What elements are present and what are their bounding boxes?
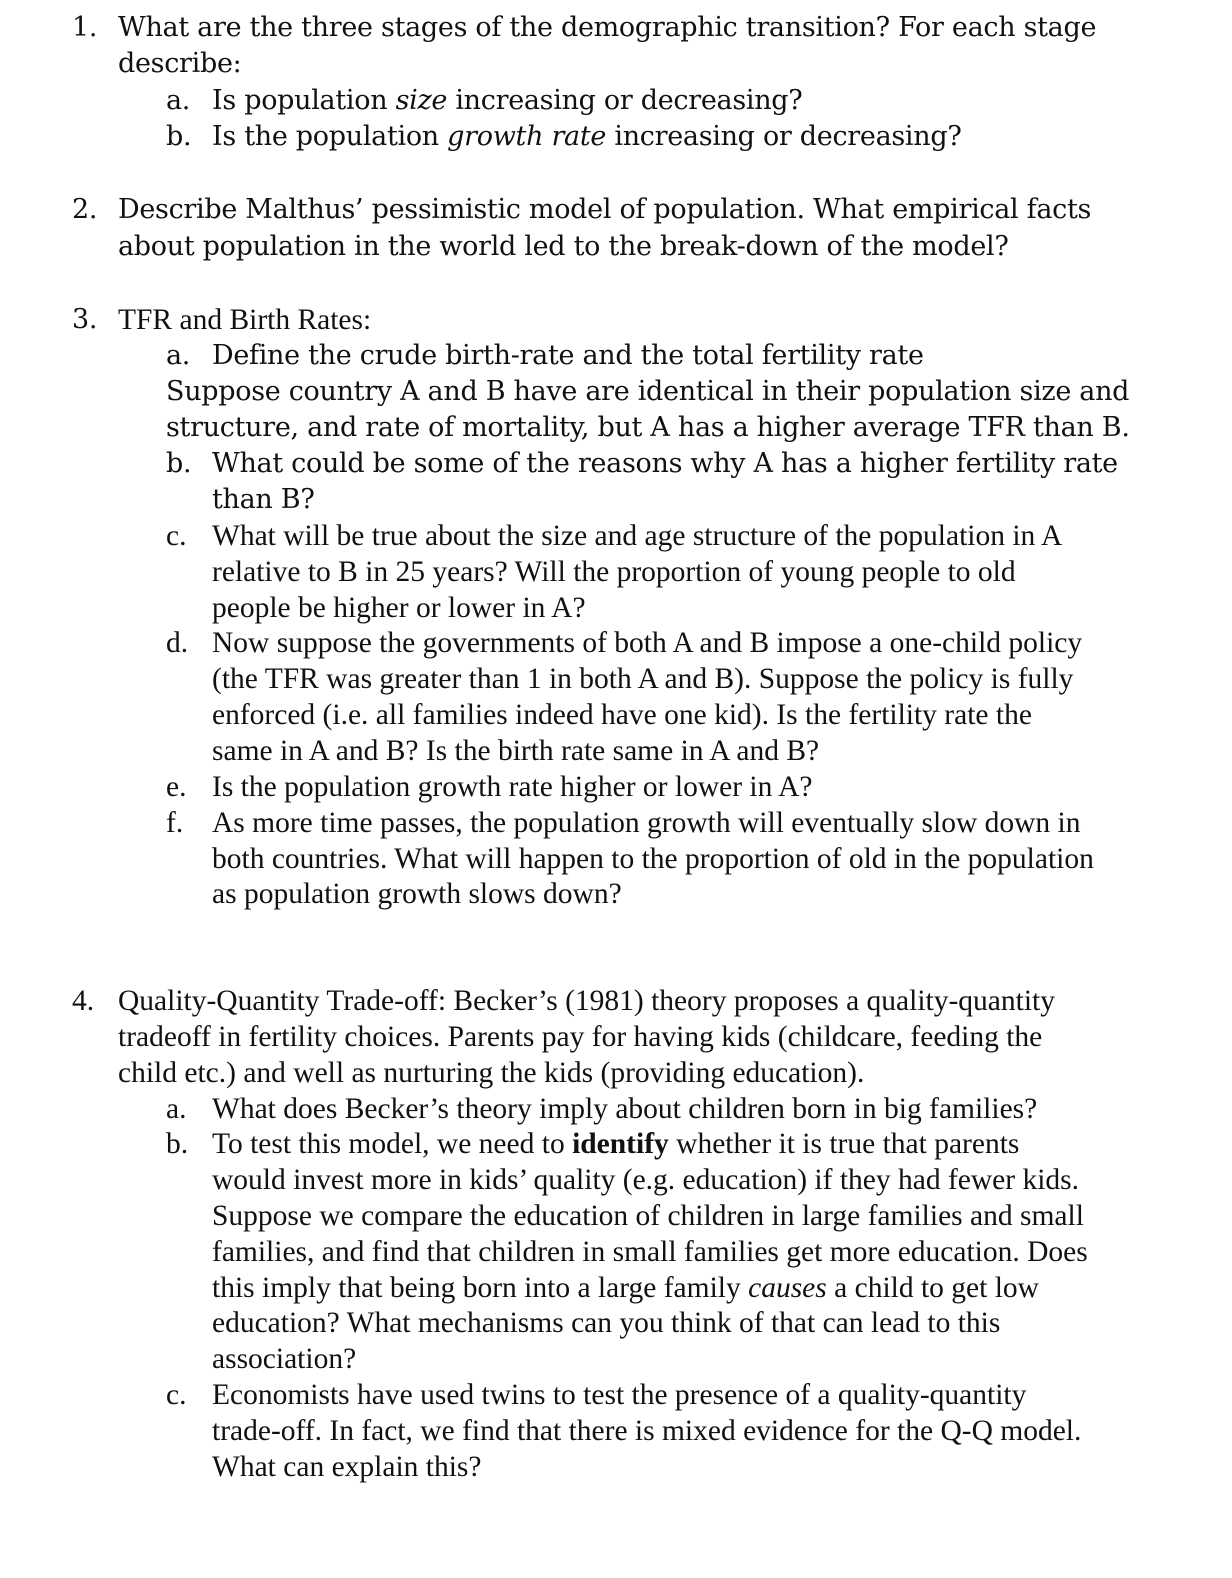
- q4c-text-line-2: trade-off. In fact, we find that there is mixed evidence for the Q-Q model.: [212, 1415, 1082, 1447]
- q1-number: 1.: [72, 12, 98, 43]
- q4c-text-line-1: Economists have used twins to test the presence of a quality-quantity: [212, 1379, 1027, 1411]
- q4b-marker: b.: [166, 1128, 189, 1160]
- q4b-text-line-2: would invest more in kids’ quality (e.g. education) if they had fewer kids.: [212, 1164, 1080, 1196]
- q1a-marker: a.: [166, 85, 191, 116]
- q3c-text-line-1: What will be true about the size and age structure of the population in A: [212, 520, 1063, 552]
- q3b-text-line-1: What could be some of the reasons why A has a higher fertility rate: [212, 448, 1118, 479]
- q3f-text-line-2: both countries. What will happen to the proportion of old in the population: [212, 843, 1094, 875]
- q3b-marker: b.: [166, 448, 192, 479]
- q3d-text-line-3: enforced (i.e. all families indeed have one kid). Is the fertility rate the: [212, 699, 1032, 731]
- q3c-text-line-3: people be higher or lower in A?: [212, 592, 586, 624]
- q4c-text-line-3: What can explain this?: [212, 1451, 482, 1483]
- q3f-marker: f.: [166, 807, 184, 839]
- q4-text-line-2: tradeoff in fertility choices. Parents pay for having kids (childcare, feeding the: [118, 1021, 1043, 1053]
- q3c-marker: c.: [166, 520, 187, 552]
- q3f-text-line-1: As more time passes, the population growth will eventually slow down in: [212, 807, 1081, 839]
- q2-text-line-2: about population in the world led to the break-down of the model?: [118, 231, 1009, 262]
- q3f-text-line-3: as population growth slows down?: [212, 878, 622, 910]
- q3d-text-line-1: Now suppose the governments of both A and B impose a one-child policy: [212, 627, 1083, 659]
- q3c-text-line-2: relative to B in 25 years? Will the proportion of young people to old: [212, 556, 1016, 588]
- q2-number: 2.: [72, 194, 98, 225]
- q3-setup-line-2: structure, and rate of mortality, but A has a higher average TFR than B.: [166, 412, 1130, 443]
- q3e-marker: e.: [166, 771, 187, 803]
- q3-setup-line-1: Suppose country A and B have are identical in their population size and: [166, 376, 1130, 407]
- q4b-text-line-5: this imply that being born into a large family causes a child to get low: [212, 1272, 1039, 1304]
- q4a-text: What does Becker’s theory imply about children born in big families?: [212, 1093, 1038, 1125]
- q3d-text-line-4: same in A and B? Is the birth rate same in A and B?: [212, 735, 820, 767]
- q4-number: 4.: [72, 985, 95, 1017]
- q1-text-line-2: describe:: [118, 48, 242, 79]
- q4b-text-line-7: association?: [212, 1343, 357, 1375]
- q3-number: 3.: [72, 304, 98, 335]
- q4b-text-line-6: education? What mechanisms can you think of that can lead to this: [212, 1307, 1001, 1339]
- q1-text-line-1: What are the three stages of the demographic transition? For each stage: [118, 12, 1097, 43]
- q3a-text: Define the crude birth-rate and the total fertility rate: [212, 340, 924, 371]
- q3d-marker: d.: [166, 627, 189, 659]
- q3d-text-line-2: (the TFR was greater than 1 in both A and B). Suppose the policy is fully: [212, 663, 1074, 695]
- q4b-bold-identify: identify: [572, 1128, 669, 1160]
- q3-title: TFR and Birth Rates:: [118, 304, 372, 336]
- q2-text-line-1: Describe Malthus’ pessimistic model of population. What empirical facts: [118, 194, 1092, 225]
- q4b-text-line-1: To test this model, we need to identify whether it is true that parents: [212, 1128, 1020, 1160]
- q4-text-line-1: Quality-Quantity Trade-off: Becker’s (1981) theory proposes a quality-quantity: [118, 985, 1055, 1017]
- q3a-marker: a.: [166, 340, 191, 371]
- q4b-text-line-4: families, and find that children in small families get more education. Does: [212, 1236, 1088, 1268]
- q4-text-line-3: child etc.) and well as nurturing the kids (providing education).: [118, 1057, 865, 1089]
- q1a-emphasis: size: [395, 85, 448, 116]
- q4c-marker: c.: [166, 1379, 187, 1411]
- q3b-text-line-2: than B?: [212, 484, 315, 515]
- q1b-emphasis: growth rate: [447, 121, 607, 152]
- q1a-text: Is population size increasing or decreasing?: [212, 85, 803, 116]
- q4b-text-line-3: Suppose we compare the education of children in large families and small: [212, 1200, 1084, 1232]
- q1b-marker: b.: [166, 121, 192, 152]
- q4a-marker: a.: [166, 1093, 187, 1125]
- q4b-emphasis-causes: causes: [748, 1272, 827, 1304]
- q1b-text: Is the population growth rate increasing or decreasing?: [212, 121, 962, 152]
- q3e-text: Is the population growth rate higher or lower in A?: [212, 771, 813, 803]
